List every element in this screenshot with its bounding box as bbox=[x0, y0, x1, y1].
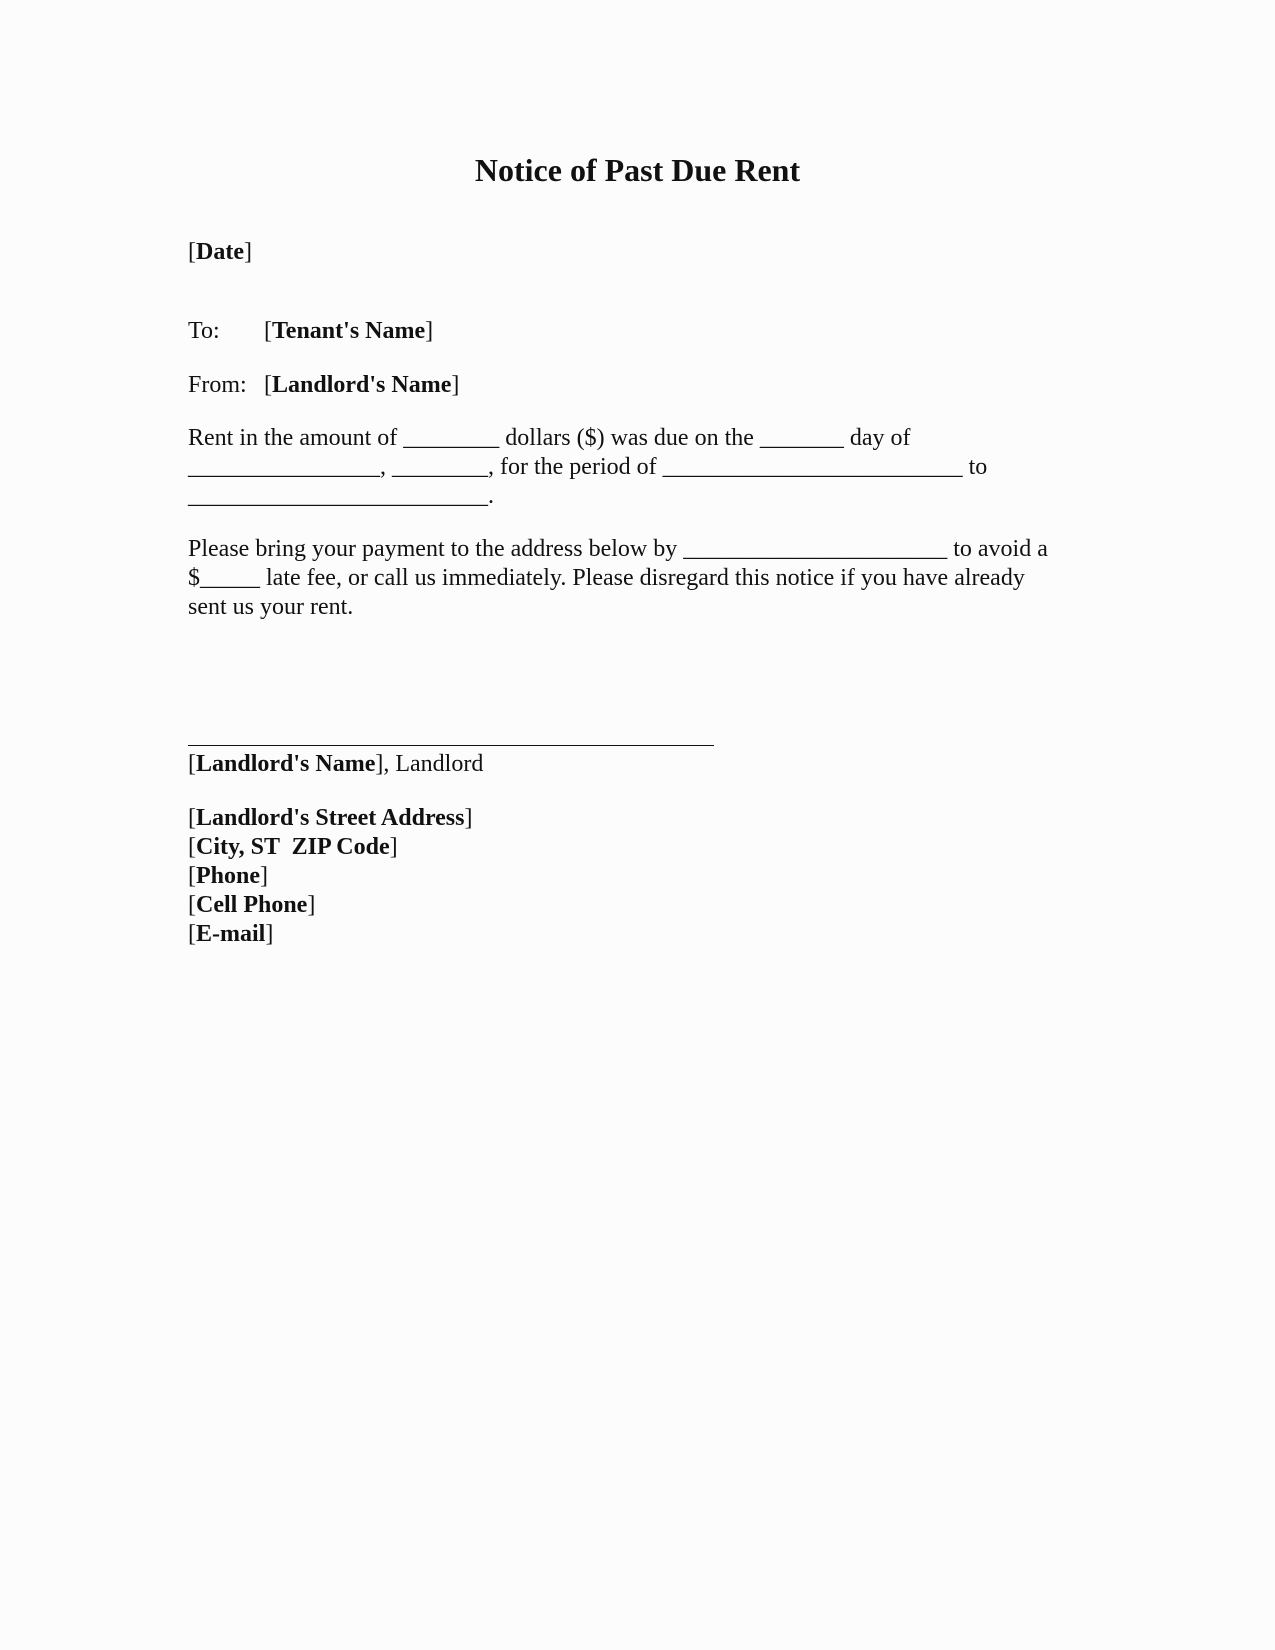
landlord-name-placeholder: Landlord's Name bbox=[272, 372, 452, 398]
payment-paragraph-row: Please bring your payment to the address below by ______________________ to avoid a bbox=[188, 536, 1048, 562]
phone-placeholder: Phone bbox=[196, 863, 261, 889]
from-label: From: bbox=[188, 372, 247, 398]
payment-paragraph-row: $_____ late fee, or call us immediately. Please disregard this notice if you have already bbox=[188, 565, 1025, 591]
signature-name-placeholder: Landlord's Name bbox=[196, 751, 376, 777]
address-phone-line: [Phone] bbox=[188, 863, 269, 889]
tenant-name-placeholder: Tenant's Name bbox=[272, 318, 426, 344]
address-city-line: [City, ST ZIP Code] bbox=[188, 834, 398, 860]
cell-phone-placeholder: Cell Phone bbox=[196, 892, 308, 918]
signature-name-line: [Landlord's Name], Landlord bbox=[188, 751, 484, 777]
address-cell-line: [Cell Phone] bbox=[188, 892, 316, 918]
date-line: [Date] bbox=[188, 239, 252, 265]
date-placeholder: Date bbox=[196, 239, 244, 265]
rent-paragraph-row: Rent in the amount of ________ dollars ($) was due on the _______ day of bbox=[188, 425, 911, 451]
payment-instructions-paragraph bbox=[188, 535, 1098, 622]
payment-paragraph-row: sent us your rent. bbox=[188, 594, 354, 620]
address-street-line: [Landlord's Street Address] bbox=[188, 805, 473, 831]
address-email-line: [E-mail] bbox=[188, 921, 274, 947]
signature-line bbox=[188, 745, 714, 746]
signature-role: , Landlord bbox=[383, 751, 484, 777]
rent-paragraph-row: ________________, ________, for the period of _________________________ to bbox=[188, 454, 988, 480]
document-title: Notice of Past Due Rent bbox=[474, 152, 801, 188]
street-address-placeholder: Landlord's Street Address bbox=[196, 805, 465, 831]
to-line: To: [Tenant's Name] bbox=[188, 318, 434, 344]
from-line: From: [Landlord's Name] bbox=[188, 372, 460, 398]
rent-paragraph-row: _________________________. bbox=[188, 483, 494, 509]
city-state-zip-placeholder: City, ST ZIP Code bbox=[196, 834, 390, 860]
to-label: To: bbox=[188, 318, 220, 344]
rent-amount-paragraph bbox=[188, 424, 1098, 511]
email-placeholder: E-mail bbox=[196, 921, 266, 947]
